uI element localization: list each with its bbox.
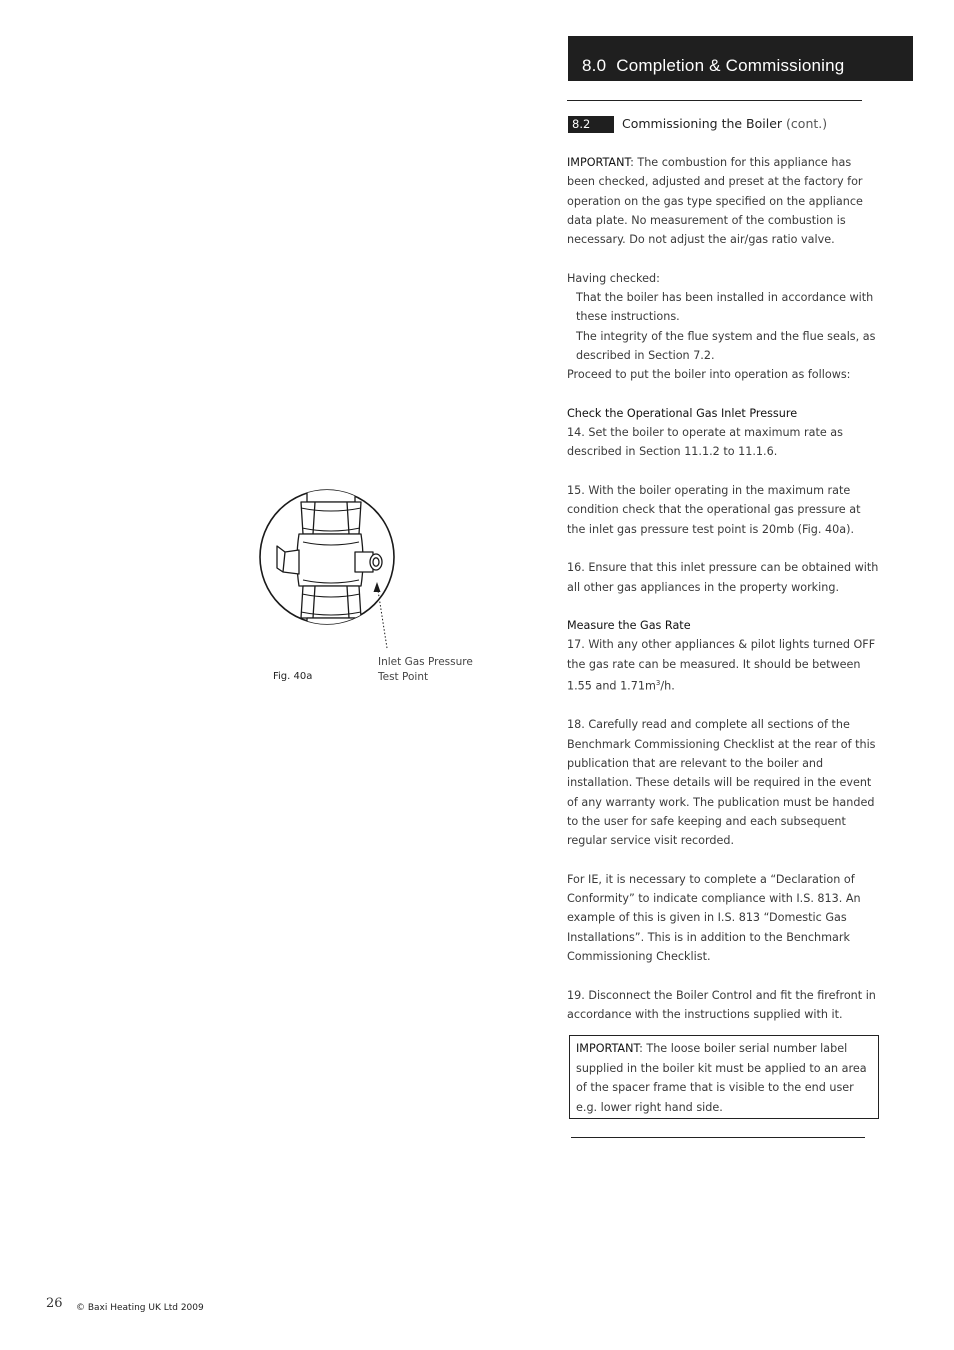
check-item: That the boiler has been installed in accordance with these instructions. — [576, 291, 874, 324]
ie-note: For IE, it is necessary to complete a “Declaration of Conformity” to indicate compliance with I.S. 813. An example of this is given in I.S. 813 “Domestic Gas Installations”. This is in addition to the Benchmark Commissioning Checklist. — [567, 872, 861, 963]
important-text: : The combustion for this appliance has been checked, adjusted and preset at the factory for operation on the gas type specified on the appliance data plate. No measurement of the combustion is necessary. Do not adjust the air/gas ratio valve. — [567, 156, 863, 247]
inlet-pressure-heading: Check the Operational Gas Inlet Pressure — [567, 406, 798, 420]
step-19: 19. Disconnect the Boiler Control and fit the firefront in accordance with the instructions supplied with it. — [567, 988, 876, 1021]
step-14: 14. Set the boiler to operate at maximum rate as described in Section 11.1.2 to 11.1.6. — [567, 426, 843, 459]
callout-line-1: Inlet Gas Pressure — [378, 656, 473, 668]
section-number: 8.0 — [582, 56, 607, 75]
valve-body — [297, 534, 363, 586]
top-divider — [567, 100, 862, 101]
important-box-label: IMPORTANT — [576, 1042, 640, 1055]
check-item: The integrity of the flue system and the flue seals, as described in Section 7.2. — [576, 329, 876, 362]
step-18: 18. Carefully read and complete all sections of the Benchmark Commissioning Checklist at the rear of this publication that are relevant to the boiler and installation. These details will be required in the event of any warranty work. The publication must be handed to the user for safe keeping and each subsequent regular service visit recorded. — [567, 718, 876, 848]
subsection-suffix: (cont.) — [786, 116, 828, 131]
intro-important-paragraph — [567, 153, 882, 249]
step-17 — [567, 635, 882, 696]
section-banner — [568, 36, 913, 81]
having-checked-lead: Having checked: — [567, 271, 660, 285]
important-box-text: : The loose boiler serial number label supplied in the boiler kit must be applied to an area of the spacer frame that is visible to the end user e.g. lower right hand side. — [576, 1042, 867, 1114]
callout-line-2: Test Point — [378, 671, 429, 683]
step-15: 15. With the boiler operating in the maximum rate condition check that the operational gas pressure at the inlet gas pressure test point is 20mb (Fig. 40a). — [567, 484, 861, 536]
important-label: IMPORTANT — [567, 156, 631, 169]
figure-callout — [378, 655, 508, 685]
section-title: Completion & Commissioning — [616, 56, 845, 75]
step-17-superscript: 3 — [655, 679, 661, 688]
important-note-box — [569, 1035, 879, 1119]
subsection-title — [622, 116, 827, 131]
proceed-text: Proceed to put the boiler into operation as follows: — [567, 368, 851, 382]
body-text-column — [567, 153, 882, 1043]
step-16: 16. Ensure that this inlet pressure can be obtained with all other gas appliances in the property working. — [567, 561, 879, 594]
gas-valve-illustration — [255, 486, 405, 656]
valve-handle — [283, 550, 299, 574]
subsection-title-text: Commissioning the Boiler — [622, 116, 783, 131]
subsection-number: 8.2 — [568, 116, 614, 133]
step-17-text: 17. With any other appliances & pilot lights turned OFF the gas rate can be measured. It should be between 1.55 and 1.71m — [567, 638, 876, 693]
figure-label: Fig. 40a — [273, 671, 313, 682]
gas-rate-heading: Measure the Gas Rate — [567, 619, 691, 633]
page-number: 26 — [46, 1296, 63, 1311]
copyright-notice: © Baxi Heating UK Ltd 2009 — [76, 1303, 204, 1313]
bottom-divider — [571, 1137, 865, 1138]
step-17-unit: /h. — [660, 679, 675, 693]
